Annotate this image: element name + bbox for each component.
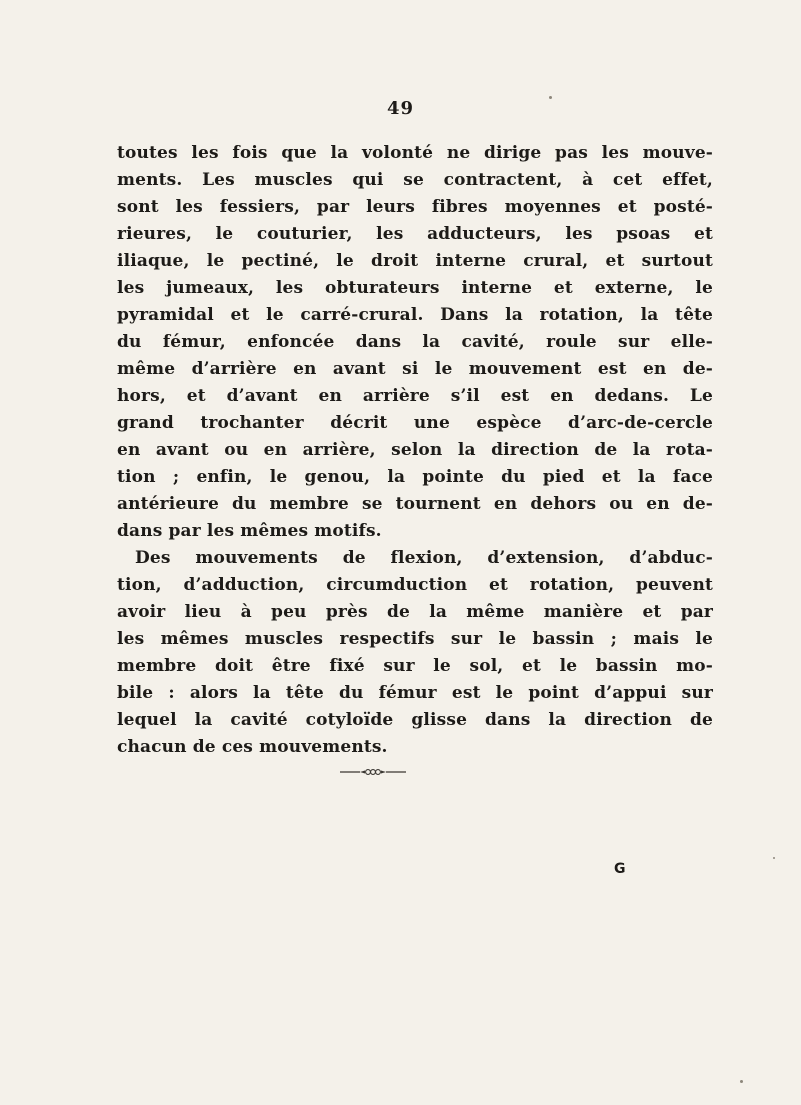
paper-speck <box>773 857 775 859</box>
text-line: même d’arrière en avant si le mouvement est en de- <box>117 359 713 379</box>
text-line: chacun de ces mouvements. <box>117 737 388 757</box>
text-line: dans par les mêmes motifs. <box>117 521 382 541</box>
paper-speck <box>740 1080 743 1083</box>
text-line: les jumeaux, les obturateurs interne et externe, le <box>117 278 713 298</box>
text-line: iliaque, le pectiné, le droit interne crural, et surtout <box>117 251 713 271</box>
text-line: bile : alors la tête du fémur est le point d’appui sur <box>117 683 713 703</box>
text-line: sont les fessiers, par leurs fibres moyennes et posté- <box>117 197 713 217</box>
text-line: tion ; enfin, le genou, la pointe du pied et la face <box>117 467 713 487</box>
page-number: 49 <box>386 98 415 119</box>
text-line: rieures, le couturier, les adducteurs, les psoas et <box>117 224 713 244</box>
text-line: avoir lieu à peu près de la même manière et par <box>117 602 713 622</box>
text-line: Des mouvements de flexion, d’extension, d’abduc- <box>135 548 713 568</box>
text-line: les mêmes muscles respectifs sur le bassin ; mais le <box>117 629 713 649</box>
text-line: antérieure du membre se tournent en dehors ou en de- <box>117 494 713 514</box>
text-line: en avant ou en arrière, selon la direction de la rota- <box>117 440 713 460</box>
paper-speck <box>549 96 552 99</box>
section-end-ornament <box>338 765 408 779</box>
text-line: tion, d’adduction, circumduction et rotation, peuvent <box>117 575 713 595</box>
signature-mark: G <box>614 861 626 877</box>
text-line: du fémur, enfoncée dans la cavité, roule sur elle- <box>117 332 713 352</box>
text-line: lequel la cavité cotyloïde glisse dans la direction de <box>117 710 713 730</box>
paragraph-1 <box>117 140 713 545</box>
text-line: membre doit être fixé sur le sol, et le bassin mo- <box>117 656 713 676</box>
paragraph-2 <box>117 545 713 761</box>
text-line: pyramidal et le carré-crural. Dans la rotation, la tête <box>117 305 713 325</box>
body-text <box>117 140 713 761</box>
text-line: toutes les fois que la volonté ne dirige pas les mouve- <box>117 143 713 163</box>
text-line: hors, et d’avant en arrière s’il est en dedans. Le <box>117 386 713 406</box>
text-line: ments. Les muscles qui se contractent, à cet effet, <box>117 170 713 190</box>
text-line: grand trochanter décrit une espèce d’arc-de-cercle <box>117 413 713 433</box>
